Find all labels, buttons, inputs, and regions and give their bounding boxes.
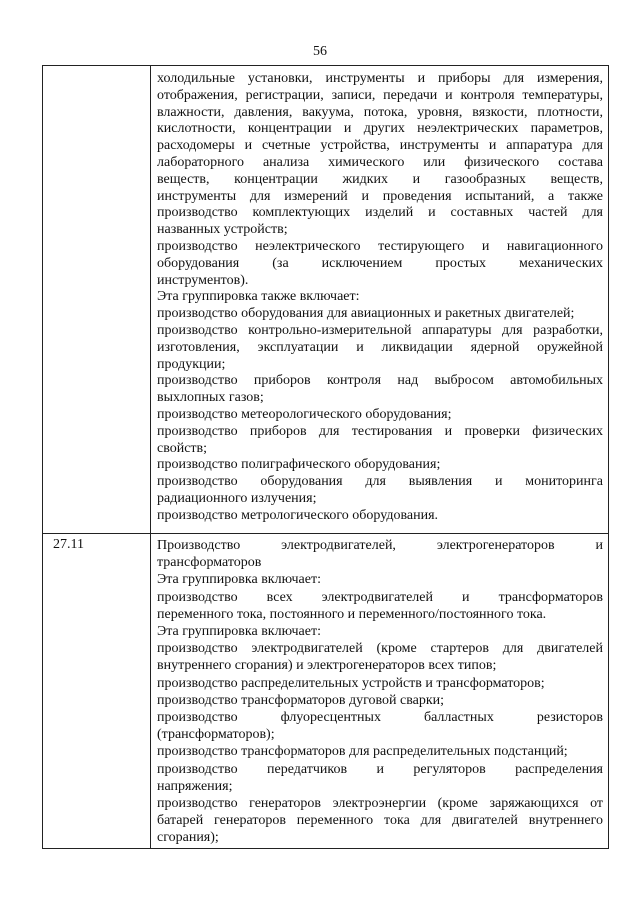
row-code: 27.11 xyxy=(53,537,84,552)
text-line: производство передатчиков и регуляторов распределения xyxy=(157,761,603,777)
text-line: производство метеорологического оборудования; xyxy=(157,406,452,422)
text-line: производство флуоресцентных балластных резисторов xyxy=(157,710,603,726)
row-description xyxy=(157,537,603,847)
row-divider xyxy=(43,533,608,534)
column-divider xyxy=(150,66,151,848)
text-line: производство полиграфического оборудования; xyxy=(157,457,441,473)
text-line: оборудования (за исключением простых механических xyxy=(157,255,603,271)
text-line: веществ, концентрации жидких и газообразных веществ, xyxy=(157,171,603,187)
text-line: производство всех электродвигателей и трансформаторов xyxy=(157,589,603,605)
text-line: расходомеры и счетные устройства, инструменты и аппаратура для xyxy=(157,138,603,154)
text-line: переменного тока, постоянного и переменного/постоянного тока. xyxy=(157,606,547,622)
text-line: инструментов). xyxy=(157,272,249,288)
text-line: названных устройств; xyxy=(157,222,288,238)
text-line: Эта группировка включает: xyxy=(157,624,321,640)
text-line: производство распределительных устройств и трансформаторов; xyxy=(157,675,545,691)
text-line: производство приборов контроля над выбросом автомобильных xyxy=(157,373,603,389)
text-line: изготовления, эксплуатации и ликвидации ядерной оружейной xyxy=(157,339,603,355)
text-line: внутреннего сгорания) и электрогенераторов всех типов; xyxy=(157,658,497,674)
text-line: лабораторного анализа химического или физического состава xyxy=(157,154,603,170)
text-line: (трансформаторов); xyxy=(157,727,275,743)
text-line: Эта группировка включает: xyxy=(157,572,321,588)
text-line: производство метрологического оборудования. xyxy=(157,507,439,523)
text-line: Производство электродвигателей, электрогенераторов и xyxy=(157,538,603,553)
classification-table xyxy=(42,65,609,849)
text-line: производство неэлектрического тестирующего и навигационного xyxy=(157,238,603,254)
text-line: кислотности, концентрации и других неэлектрических параметров, xyxy=(157,121,603,137)
text-line: производство трансформаторов дуговой сварки; xyxy=(157,692,445,708)
text-line: влажности, давления, вакуума, потока, уровня, вязкости, плотности, xyxy=(157,104,603,120)
text-line: производство приборов для тестирования и проверки физических xyxy=(157,423,603,439)
text-line: Эта группировка также включает: xyxy=(157,289,360,305)
page-number: 56 xyxy=(313,44,327,59)
text-line: сгорания); xyxy=(157,830,219,846)
row-description xyxy=(157,71,603,525)
text-line: инструменты для измерений и проведения испытаний, а также xyxy=(157,188,603,204)
text-line: производство комплектующих изделий и составных частей для xyxy=(157,205,603,221)
text-line: производство электродвигателей (кроме стартеров для двигателей xyxy=(157,641,603,657)
text-line: производство контрольно-измерительной аппаратуры для разработки, xyxy=(157,322,603,338)
text-line: трансформаторов xyxy=(157,555,262,571)
text-line: производство генераторов электроэнергии (кроме заряжающихся от xyxy=(157,796,603,812)
text-line: радиационного излучения; xyxy=(157,490,317,506)
text-line: производство оборудования для авиационных и ракетных двигателей; xyxy=(157,306,575,322)
text-line: свойств; xyxy=(157,440,208,456)
text-line: выхлопных газов; xyxy=(157,390,264,406)
text-line: производство оборудования для выявления и мониторинга xyxy=(157,474,603,490)
text-line: отображения, регистрации, записи, передачи и контроля температуры, xyxy=(157,87,603,103)
text-line: холодильные установки, инструменты и приборы для измерения, xyxy=(157,71,603,86)
text-line: батарей генераторов переменного тока для двигателей внутреннего xyxy=(157,813,603,829)
text-line: продукции; xyxy=(157,356,226,372)
text-line: производство трансформаторов для распределительных подстанций; xyxy=(157,744,568,760)
text-line: напряжения; xyxy=(157,778,233,794)
